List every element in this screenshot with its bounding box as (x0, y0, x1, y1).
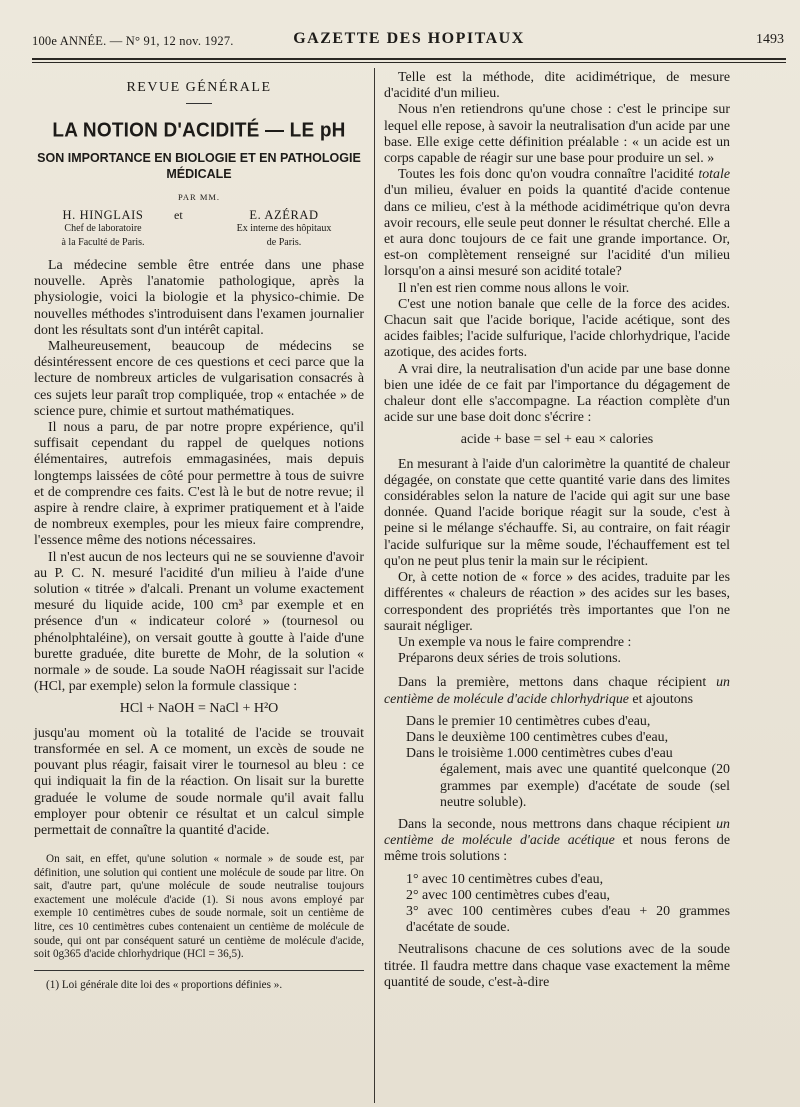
italic-text: totale (698, 167, 730, 183)
paragraph (384, 167, 730, 280)
paragraph: Il n'est aucun de nos lecteurs qui ne se souvienne d'avoir au P. C. N. mesuré l'acidité d'un milieu à l'aide d'une solution « titrée » d'alcali. Prenant un volume exactement mesuré du liquide acide, 100 cm³ par exemple et en présence d'un « indicateur coloré » (tournesol ou phénolphtaléine), on versait goutte à goutte à l'aide d'une burette graduée, dite burette de Mohr, de la solution « normale » de soude. La soude NaOH réagissait sur l'acide (HCl, par exemple) selon la formule classique : (34, 549, 364, 695)
footnote-text: (1) Loi générale dite loi des « proportions définies ». (46, 978, 283, 991)
right-column (384, 70, 730, 991)
list-item: Dans le troisième 1.000 centimètres cubes d'eau (406, 746, 673, 762)
section-heading: REVUE GÉNÉRALE (126, 80, 272, 95)
list-item: Dans le deuxième 100 centimètres cubes d'eau, (406, 729, 669, 745)
author-affiliation: à la Faculté de Paris. (61, 237, 145, 248)
section-rule (186, 103, 212, 104)
solution-list-2 (406, 872, 730, 937)
author-affiliation: de Paris. (266, 237, 302, 248)
author-conjunction: et (174, 208, 183, 222)
italic-text: un centième de molécule d'acide chlorhydrique (384, 675, 730, 707)
column-divider (374, 68, 375, 1103)
footnote-rule (34, 970, 364, 971)
paragraph: jusqu'au moment où la totalité de l'acide se trouvait transformée en sel. A ce moment, un excès de soude ne pouvant plus réagir, faisait virer le tournesol au bleu : ce qui indiquait la fin de la réaction. On lisait sur la burette graduée le volume de soude normale qu'il avait fallu employer pour obtenir ce résultat et un calcul simple permettait de connaître la quantité d'acide. (34, 725, 364, 838)
issue-info: 100e ANNÉE. — N° 91, 12 nov. 1927. (32, 34, 234, 48)
paragraph: Or, à cette notion de « force » des acides, traduite par les différentes « chaleurs de réaction » des acides sur les bases, correspondent des propriétés très importantes que l'on ne saurait négliger. (384, 570, 730, 634)
authors-block (34, 208, 364, 252)
solution-list-1 (406, 714, 730, 811)
list-item: Dans le premier 10 centimètres cubes d'eau, (406, 713, 651, 729)
equation-reaction: acide + base = sel + eau × calories (460, 432, 654, 448)
paragraph: Telle est la méthode, dite acidimétrique, de mesure d'acidité d'un milieu. (384, 70, 730, 102)
paragraph: Malheureusement, beaucoup de médecins se désintéressent encore de ces questions et ceci parce que la lecture de nombreux articles de vulgarisation consacrés à ces sujets leur paraît trop compliquée, trop « entachée » de science pure, chimie et surtout mathématiques. (34, 339, 364, 419)
article-title: LA NOTION D'ACIDITÉ — LE pH (52, 119, 346, 142)
paragraph: C'est une notion banale que celle de la force des acides. Chacun sait que l'acide borique, l'acide acétique, sont des acides faibles; l'acide sulfurique, l'acide chlorhydrique, l'acide azotique, des acides forts. (384, 296, 730, 361)
list-item: 1° avec 10 centimètres cubes d'eau, (406, 871, 604, 887)
journal-title: GAZETTE DES HOPITAUX (293, 30, 525, 47)
paragraph (384, 675, 730, 707)
text-span: et ajoutons (628, 691, 693, 707)
left-column (34, 70, 364, 992)
author-azerad (214, 208, 354, 250)
author-title: Ex interne des hôpitaux (236, 223, 332, 234)
text-span: Dans la seconde, nous mettrons dans chaque récipient (398, 816, 717, 832)
text-span: et nous ferons de même trois solutions : (384, 833, 730, 865)
note-paragraph: On sait, en effet, qu'une solution « normale » de soude est, par définition, une solution qui contient une molécule de soude par litre. On sait, d'autre part, qu'une molécule de soude neutralise toujours exactement une molécule d'acide (1). Si nous avons employé par exemple 10 centimètres cubes de soude normale, soit un centième de litre, ces 10 centimètres cubes contenaient un centième de molécule de soude, qui ont par conséquent saturé un centième de molécule d'acide, soit 0g365 d'acide chlorhydrique (HCl = 36,5). (34, 853, 364, 961)
paragraph: Préparons deux séries de trois solutions. (398, 651, 621, 667)
page-number: 1493 (756, 32, 784, 47)
article-subtitle: SON IMPORTANCE EN BIOLOGIE ET EN PATHOLOGIE MÉDICALE (37, 151, 361, 181)
author-hinglais (48, 208, 158, 250)
paragraph: En mesurant à l'aide d'un calorimètre la quantité de chaleur dégagée, on constate que cette quantité varie dans des limites considérables selon la nature de l'acide qui agit sur une base donnée. Quand l'acide borique réagit sur la soude, c'est à peine si le mélange s'échauffe. Si, au contraire, on fait réagir l'acide sulfurique sur la même soude, l'échauffement est tel qu'on ne peut plus tenir la main sur le récipient. (384, 456, 730, 569)
header-rule-thin (32, 62, 786, 63)
list-item: 3° avec 100 centimères cubes d'eau + 20 grammes d'acétate de soude. (406, 903, 730, 936)
author-name: H. HINGLAIS (62, 208, 144, 222)
text-span: d'un milieu, évaluer en poids la quantité d'acide contenue dans ce milieu, c'est à la méthode acidimétrique qu'on devra avoir recours, elle seule peut donner le résultat cherché. Elle a et aura donc toujours de ce fait une grande importance. Or, est-on complètement renseigné sur l'acidité d'un milieu lorsqu'on a ainsi mesuré son acidité totale? (384, 183, 730, 280)
equation-neutralisation: HCl + NaOH = NaCl + H²O (119, 701, 279, 717)
author-title: Chef de laboratoire (64, 223, 142, 234)
paragraph (384, 817, 730, 866)
left-body (34, 258, 364, 839)
byline-par: PAR MM. (177, 192, 221, 202)
paragraph: La médecine semble être entrée dans une phase nouvelle. Après l'anatomie pathologique, après la physiologie, voici la biologie et la physico-chimie. De nouvelles méthodes s'introduisent dans l'examen journalier dont les résultats sont d'un intérêt capital. (34, 258, 364, 338)
author-name: E. AZÉRAD (249, 208, 319, 222)
text-span: Toutes les fois donc qu'on voudra connaître l'acidité (398, 167, 699, 183)
list-item-continuation: également, mais avec une quantité quelconque (20 grammes par exemple) d'acétate de soude (sel neutre soluble). (440, 762, 730, 810)
page-header (32, 30, 786, 54)
header-rule (32, 58, 786, 60)
right-body (384, 70, 730, 991)
paragraph: Un exemple va nous le faire comprendre : (398, 634, 632, 650)
paragraph: Neutralisons chacune de ces solutions avec de la soude titrée. Il faudra mettre dans chaque vase exactement la même quantité de soude, c'est-à-dire (384, 942, 730, 990)
paragraph: Nous n'en retiendrons qu'une chose : c'est le principe sur lequel elle repose, à savoir la neutralisation d'un acide par une base. Elle exige cette définition préalable : « un acide est un corps capable de réagir sur une base pour produire un sel. » (384, 102, 730, 167)
footnote (34, 979, 364, 993)
paragraph: Il n'en est rien comme nous allons le voir. (398, 280, 630, 296)
list-item: 2° avec 100 centimètres cubes d'eau, (406, 887, 610, 903)
text-span: Dans la première, mettons dans chaque récipient (398, 675, 717, 691)
paragraph: A vrai dire, la neutralisation d'un acide par une base donne bien une idée de ce fait par l'importance du dégagement de chaleur dont elle s'accompagne. La réaction complète d'un acide sur une base doit donc s'écrire : (384, 361, 730, 426)
small-print-note (34, 853, 364, 962)
paragraph: Il nous a paru, de par notre propre expérience, qu'il suffisait cependant du rappel de quelques notions élémentaires, autrefois emmagasinées, mais depuis longtemps laissées de côté pour permettre à tous de suivre et de comprendre ces faits. C'est là le but de notre revue; il aspire à rendre claire, à exprimer pratiquement et à l'aide de nombreux exemples, pour les mieux faire comprendre, l'essence même des notions nécessaires. (34, 420, 364, 549)
italic-text: un centième de molécule d'acide acétique (384, 816, 730, 849)
